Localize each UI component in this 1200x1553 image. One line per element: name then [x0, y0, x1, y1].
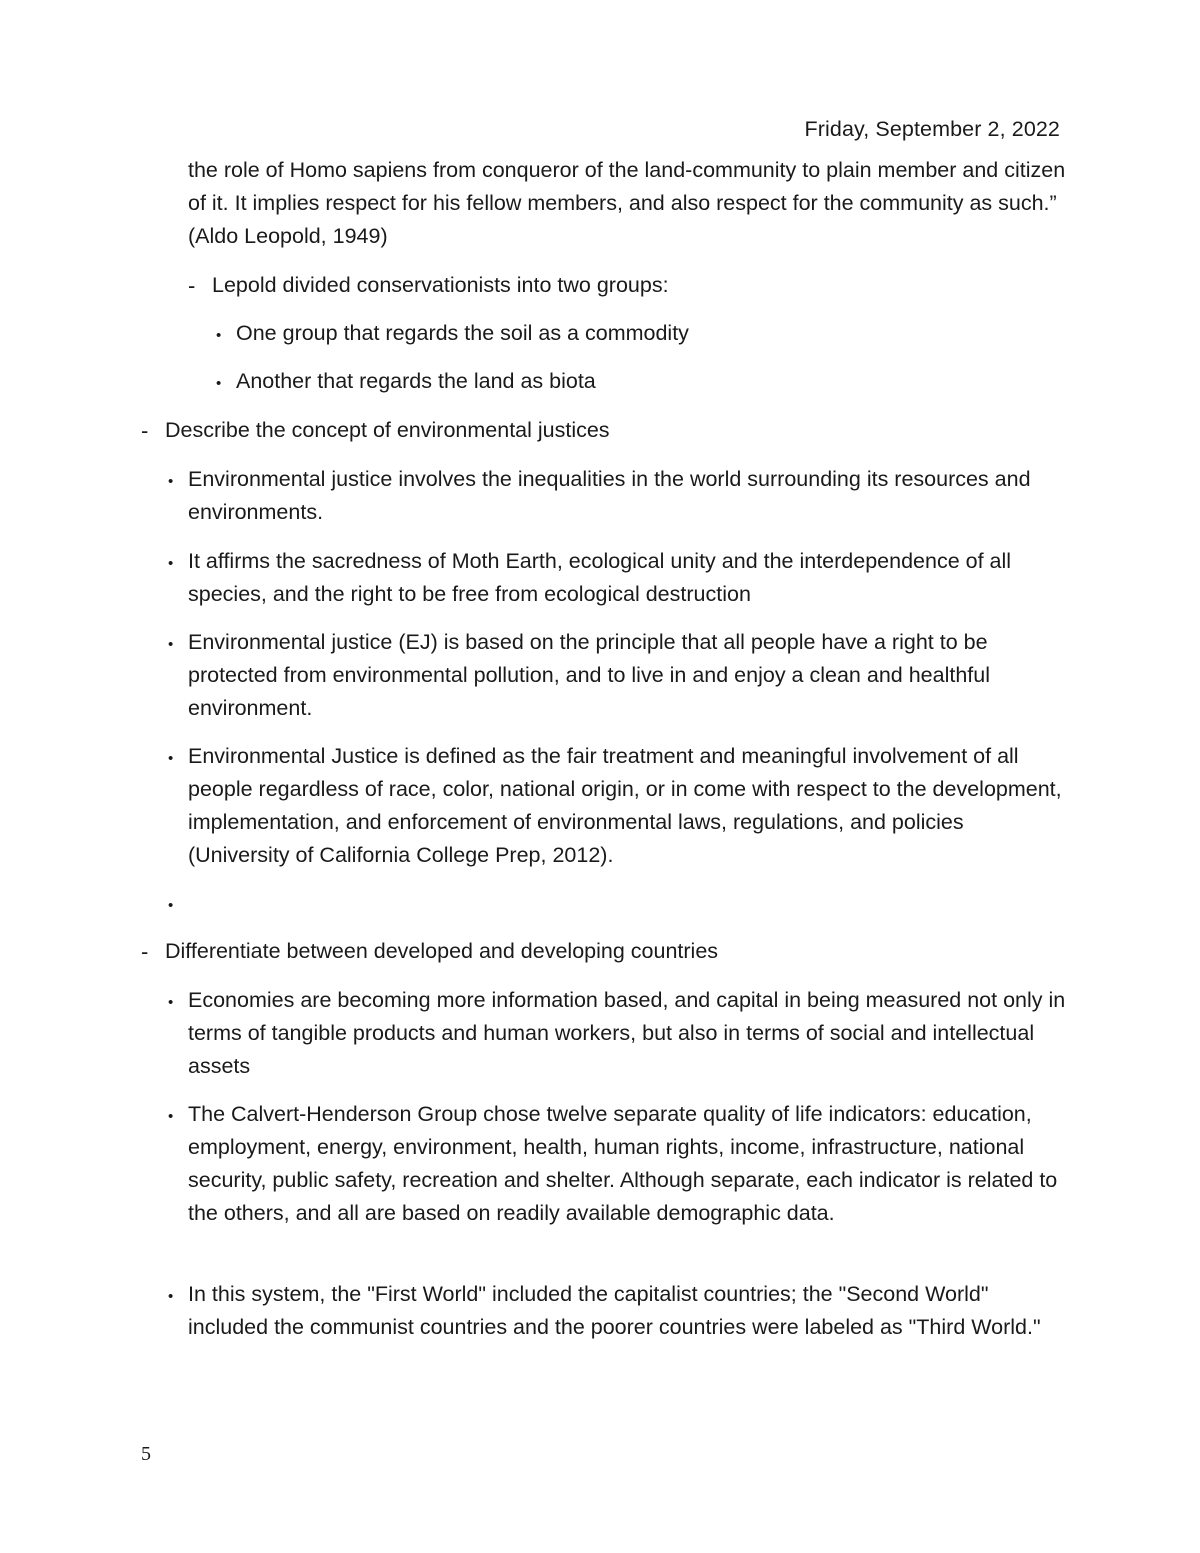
list-item-economies [168, 984, 1068, 1083]
list-item-land-biota [216, 365, 1066, 398]
dash-marker: - [141, 939, 149, 964]
bullet-marker: • [168, 994, 174, 1011]
bullet-marker: • [168, 636, 174, 653]
item-text: In this system, the "First World" included the capitalist countries; the "Second World" included the communist countries and the poorer countries were labeled as "Third World." [188, 1282, 1041, 1339]
item-text: It affirms the sacredness of Moth Earth, ecological unity and the interdependence of all species, and the right to be free from ecological destruction [188, 549, 1012, 606]
section-heading-environmental-justice [141, 414, 1065, 447]
dash-marker: - [141, 418, 149, 443]
list-item-world-system [168, 1278, 1068, 1344]
bullet-marker: • [216, 327, 222, 344]
item-text: Describe the concept of environmental justices [165, 418, 610, 442]
bullet-marker: • [168, 1108, 174, 1125]
item-text: Another that regards the land as biota [236, 369, 596, 393]
list-item-ej-definition [168, 740, 1068, 872]
item-text: Environmental Justice is defined as the fair treatment and meaningful involvement of all people regardless of race, color, national origin, or in come with respect to the development, implementation, and enforcement of environmental laws, regulations, and policies (University of California College Prep, 2012). [188, 744, 1062, 867]
bullet-marker: • [168, 897, 174, 914]
item-text: Environmental justice involves the inequalities in the world surrounding its resources and environments. [188, 467, 1031, 524]
page-number: 5 [141, 1443, 151, 1465]
list-item-soil-commodity [216, 317, 1066, 350]
section-heading-developed-developing [141, 935, 1065, 968]
dash-marker: - [188, 273, 196, 298]
bullet-marker: • [216, 375, 222, 392]
list-item-leopold-heading [188, 269, 1072, 302]
item-text: Economies are becoming more information based, and capital in being measured not only in terms of tangible products and human workers, but also in terms of social and intellectual assets [188, 988, 1066, 1078]
bullet-marker: • [168, 473, 174, 490]
bullet-marker: • [168, 750, 174, 767]
list-item-ej-inequalities [168, 463, 1068, 529]
list-item-calvert-henderson [168, 1098, 1068, 1230]
item-text: The Calvert-Henderson Group chose twelve separate quality of life indicators: education, employment, energy, environment, health, human rights, income, infrastructure, national security, public safety, recreation and shelter. Although separate, each indicator is related to the others, and all are based on readily available demographic data. [188, 1102, 1058, 1225]
list-item-ej-principle [168, 626, 1068, 725]
item-text: One group that regards the soil as a commodity [236, 321, 689, 345]
bullet-marker: • [168, 1288, 174, 1305]
item-text: Environmental justice (EJ) is based on the principle that all people have a right to be protected from environmental pollution, and to live in and enjoy a clean and healthful environment. [188, 630, 990, 720]
bullet-marker: • [168, 555, 174, 572]
quote-continuation: the role of Homo sapiens from conqueror of the land-community to plain member and citizen of it. It implies respect for his fellow members, and also respect for the community as such.” (Aldo Leopold, 1949) [188, 158, 1066, 248]
list-item-ej-sacredness [168, 545, 1068, 611]
item-text: Lepold divided conservationists into two groups: [212, 273, 669, 297]
item-text: Differentiate between developed and developing countries [165, 939, 719, 963]
page-date: Friday, September 2, 2022 [804, 117, 1060, 141]
